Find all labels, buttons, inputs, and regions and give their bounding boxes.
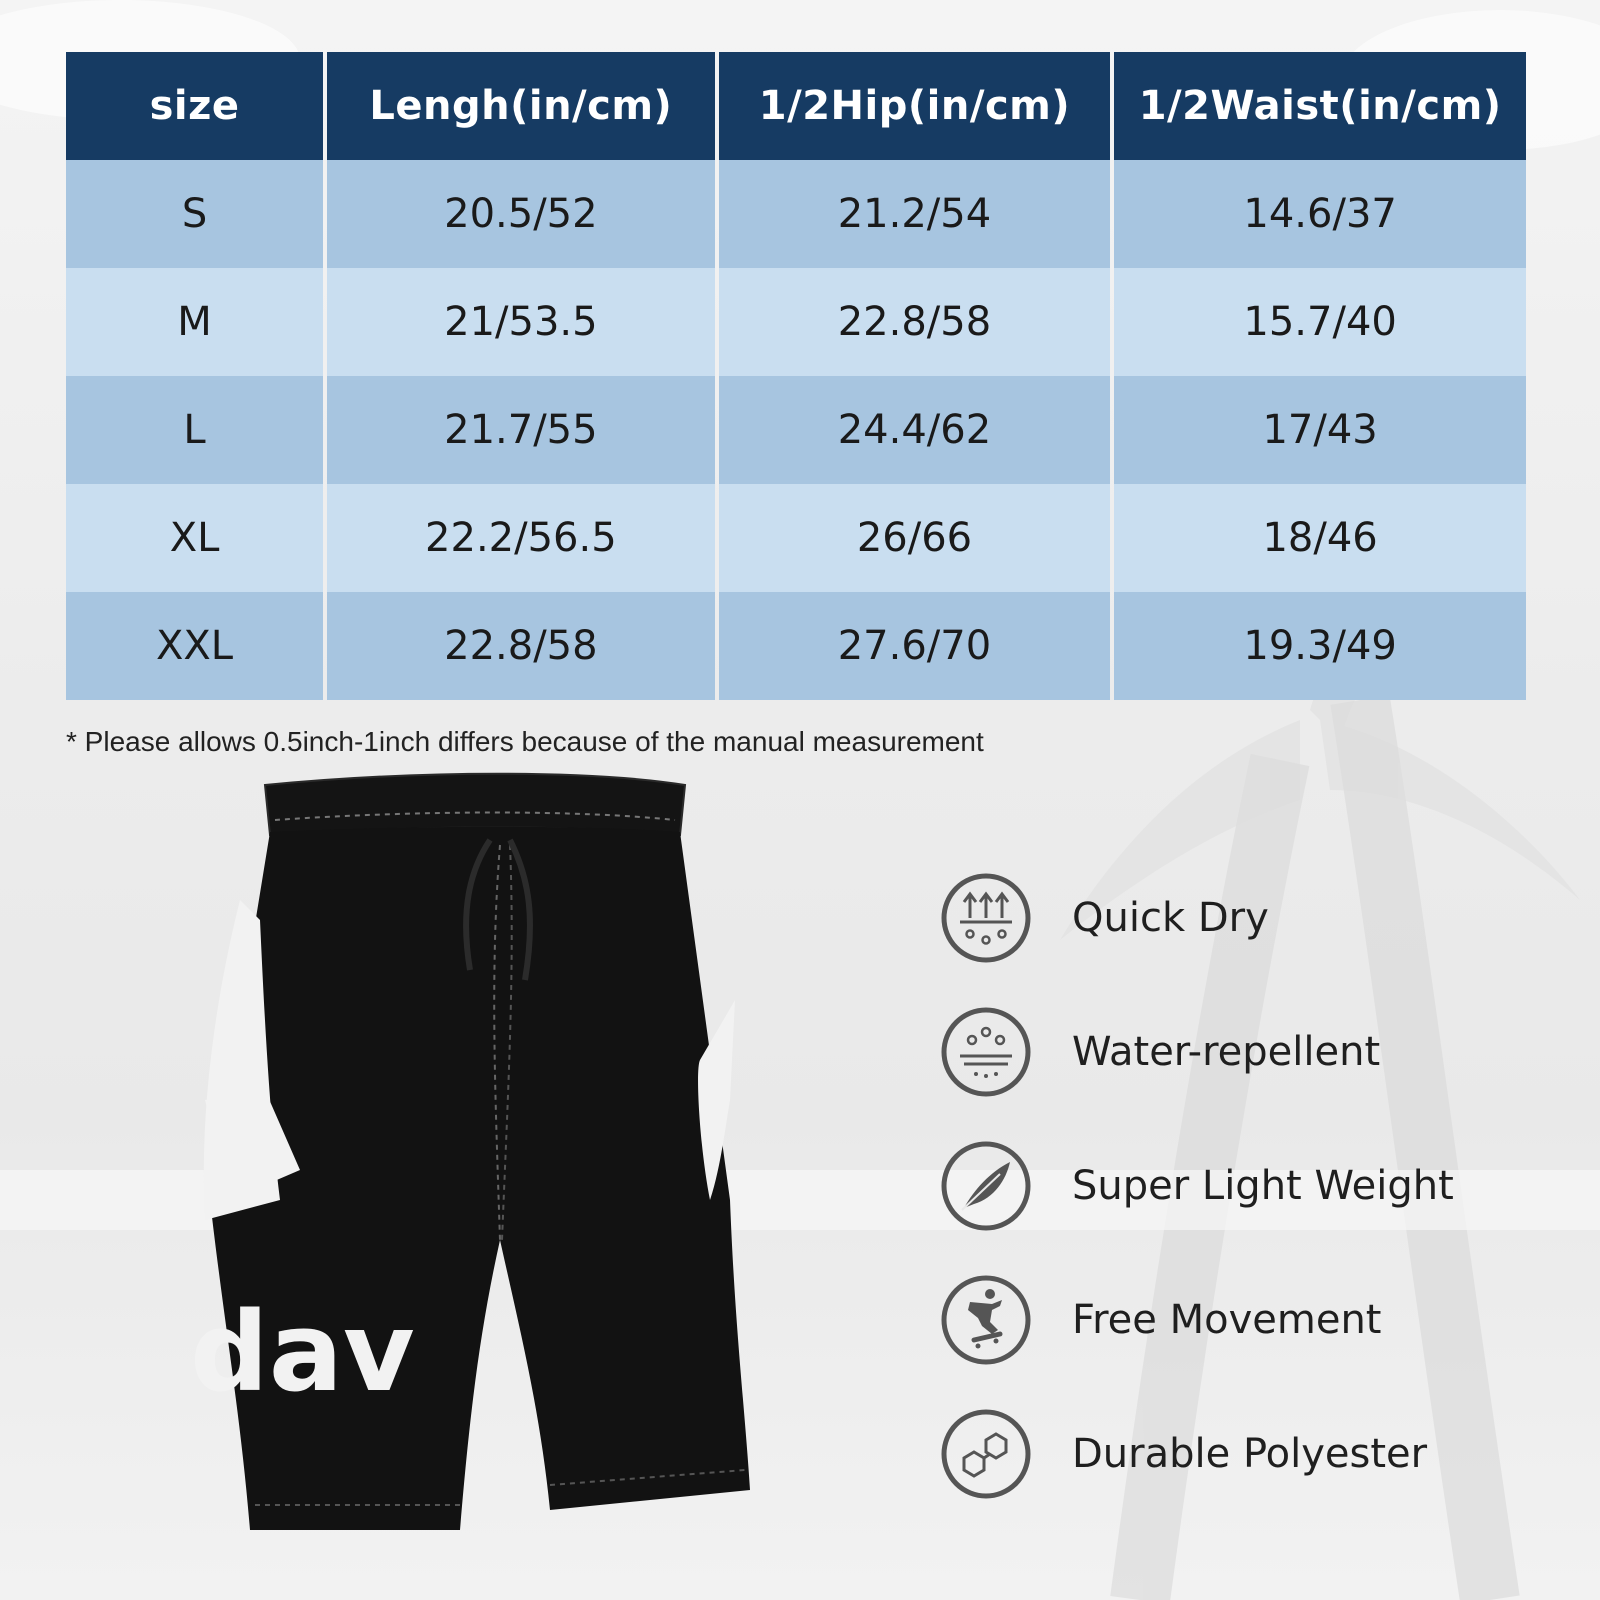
header-half-waist: 1/2Waist(in/cm) xyxy=(1114,52,1526,160)
cell-hip: 26/66 xyxy=(719,484,1111,592)
table-row xyxy=(66,268,1526,376)
table-row xyxy=(66,484,1526,592)
feature-label: Water-repellent xyxy=(1072,1029,1381,1075)
cell-length: 20.5/52 xyxy=(327,160,715,268)
cell-hip: 21.2/54 xyxy=(719,160,1111,268)
cell-hip: 27.6/70 xyxy=(719,592,1111,700)
skateboarder-icon xyxy=(940,1274,1032,1366)
water-drops-icon xyxy=(940,1006,1032,1098)
header-half-hip: 1/2Hip(in/cm) xyxy=(719,52,1111,160)
header-length: Lengh(in/cm) xyxy=(327,52,715,160)
cell-waist: 17/43 xyxy=(1114,376,1526,484)
size-chart-table xyxy=(62,52,1530,700)
cell-size: XXL xyxy=(66,592,323,700)
cell-size: XL xyxy=(66,484,323,592)
measurement-note: * Please allows 0.5inch-1inch differs because of the manual measurement xyxy=(66,726,984,757)
table-header-row xyxy=(66,52,1526,160)
cell-length: 22.2/56.5 xyxy=(327,484,715,592)
feature-label: Durable Polyester xyxy=(1072,1431,1428,1477)
cell-hip: 22.8/58 xyxy=(719,268,1111,376)
cell-size: L xyxy=(66,376,323,484)
feature-label: Super Light Weight xyxy=(1072,1163,1454,1209)
feature-item xyxy=(940,1272,1560,1368)
cell-waist: 19.3/49 xyxy=(1114,592,1526,700)
cell-waist: 14.6/37 xyxy=(1114,160,1526,268)
table-row xyxy=(66,376,1526,484)
feature-item xyxy=(940,1138,1560,1234)
cell-length: 21/53.5 xyxy=(327,268,715,376)
feather-icon xyxy=(940,1140,1032,1232)
feature-label: Quick Dry xyxy=(1072,895,1269,941)
cell-length: 21.7/55 xyxy=(327,376,715,484)
feature-item xyxy=(940,1406,1560,1502)
cell-size: S xyxy=(66,160,323,268)
cell-hip: 24.4/62 xyxy=(719,376,1111,484)
hexagon-molecule-icon xyxy=(940,1408,1032,1500)
cell-size: M xyxy=(66,268,323,376)
header-size: size xyxy=(66,52,323,160)
cell-waist: 18/46 xyxy=(1114,484,1526,592)
feature-item xyxy=(940,870,1560,966)
cell-length: 22.8/58 xyxy=(327,592,715,700)
quick-dry-icon xyxy=(940,872,1032,964)
shorts-logo-text: dav xyxy=(190,1288,415,1416)
table-row xyxy=(66,160,1526,268)
cell-waist: 15.7/40 xyxy=(1114,268,1526,376)
table-row xyxy=(66,592,1526,700)
feature-item xyxy=(940,1004,1560,1100)
product-image-shorts xyxy=(170,770,810,1570)
feature-label: Free Movement xyxy=(1072,1297,1382,1343)
